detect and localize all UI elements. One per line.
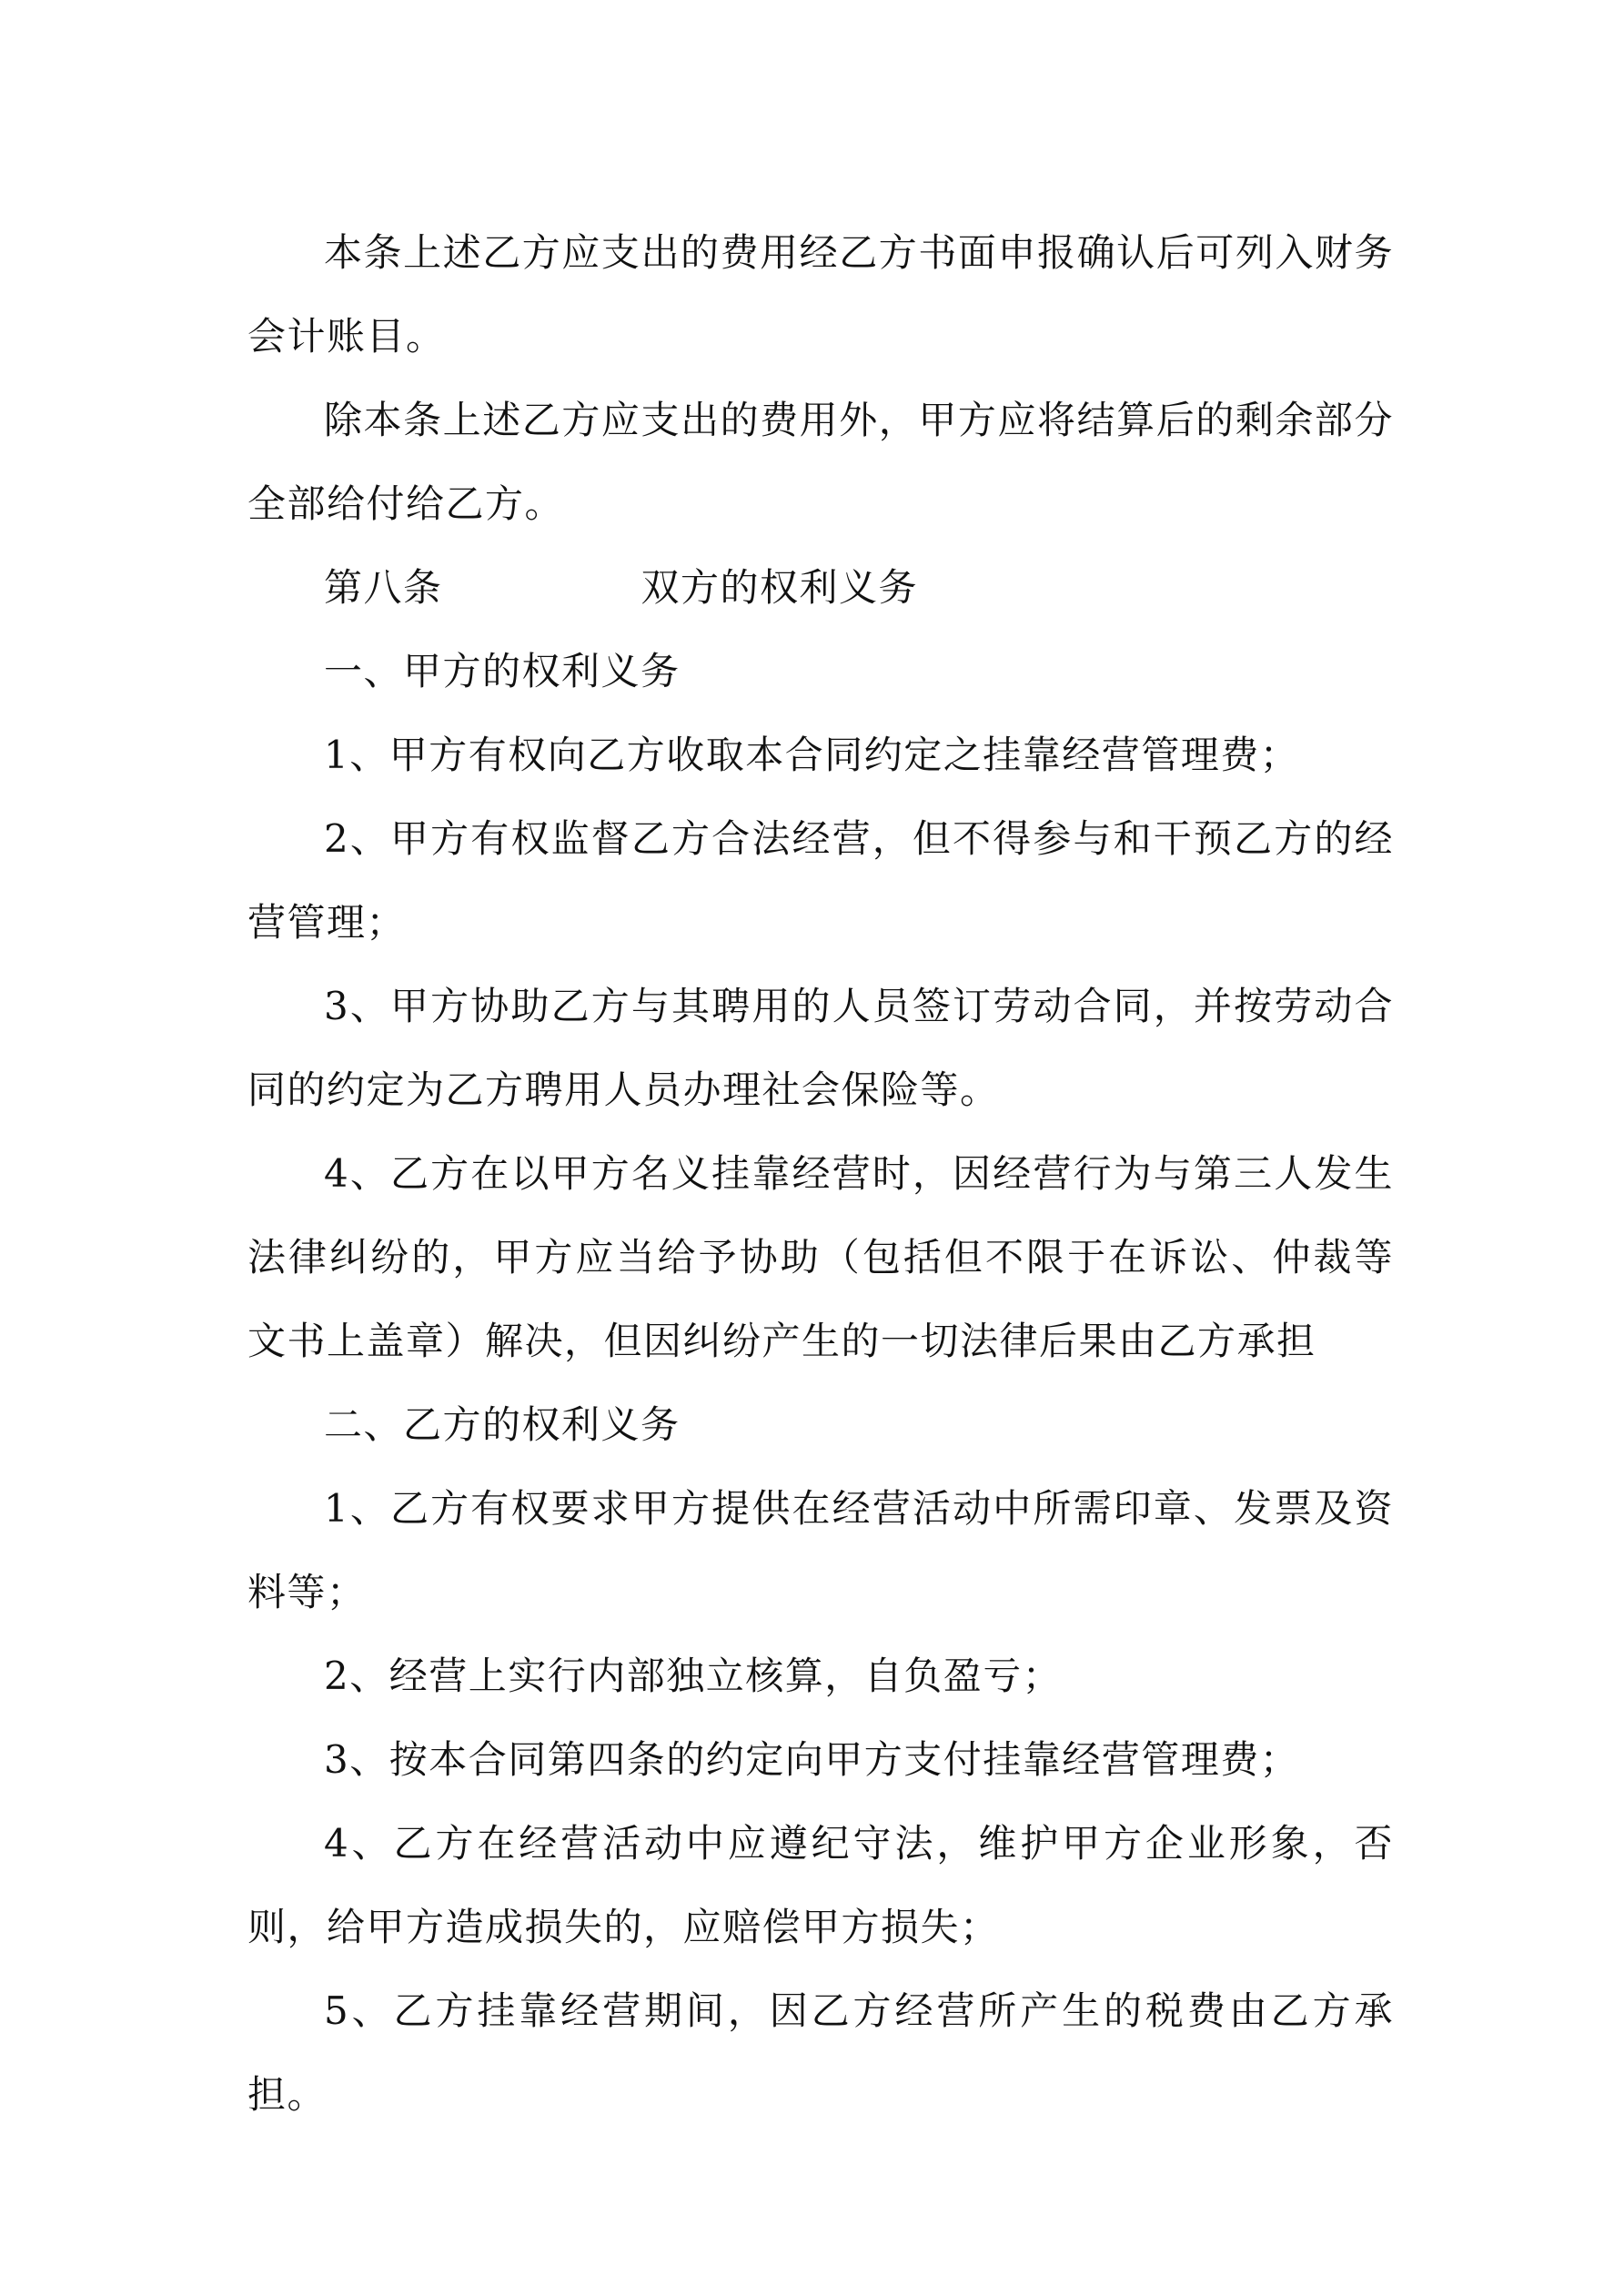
paragraph-remaining-payment: 除本条上述乙方应支出的费用外，甲方应将结算后的剩余部分全部给付给乙方。 <box>247 398 1394 526</box>
section-heading-party-a: 一、甲方的权利义务 <box>324 649 681 693</box>
list-item: 5、乙方挂靠经营期间，因乙方经营所产生的税费由乙方承担。 <box>247 1988 1394 2117</box>
list-item: 1、甲方有权向乙方收取本合同约定之挂靠经营管理费； <box>324 733 1300 777</box>
section-heading-party-b: 二、乙方的权利义务 <box>324 1402 681 1447</box>
article-title: 双方的权利义务 <box>641 565 919 610</box>
list-item: 3、甲方协助乙方与其聘用的人员签订劳动合同，并按劳动合同的约定为乙方聘用人员办理社会保险等。 <box>247 984 1394 1112</box>
paragraph-expenses-accounting: 本条上述乙方应支出的费用经乙方书面申报确认后可列入财务会计账目。 <box>247 230 1394 359</box>
article-heading <box>247 546 1394 630</box>
document-body <box>247 211 1394 2137</box>
article-number: 第八条 <box>324 565 443 610</box>
list-item: 3、按本合同第四条的约定向甲方支付挂靠经营管理费； <box>324 1737 1300 1782</box>
list-item: 2、经营上实行内部独立核算，自负盈亏； <box>324 1654 1063 1698</box>
list-item: 2、甲方有权监督乙方合法经营，但不得参与和干预乙方的经营管理； <box>247 816 1394 945</box>
list-item: 4、乙方在经营活动中应遵纪守法，维护甲方企业形象，否则，给甲方造成损失的，应赔偿甲方损失； <box>247 1821 1394 1949</box>
list-item: 4、乙方在以甲方名义挂靠经营时，因经营行为与第三人发生法律纠纷的，甲方应当给予协助（包括但不限于在诉讼、仲裁等文书上盖章）解决，但因纠纷产生的一切法律后果由乙方承担 <box>247 1151 1394 1363</box>
list-item: 1、乙方有权要求甲方提供在经营活动中所需印章、发票及资料等； <box>247 1486 1394 1614</box>
